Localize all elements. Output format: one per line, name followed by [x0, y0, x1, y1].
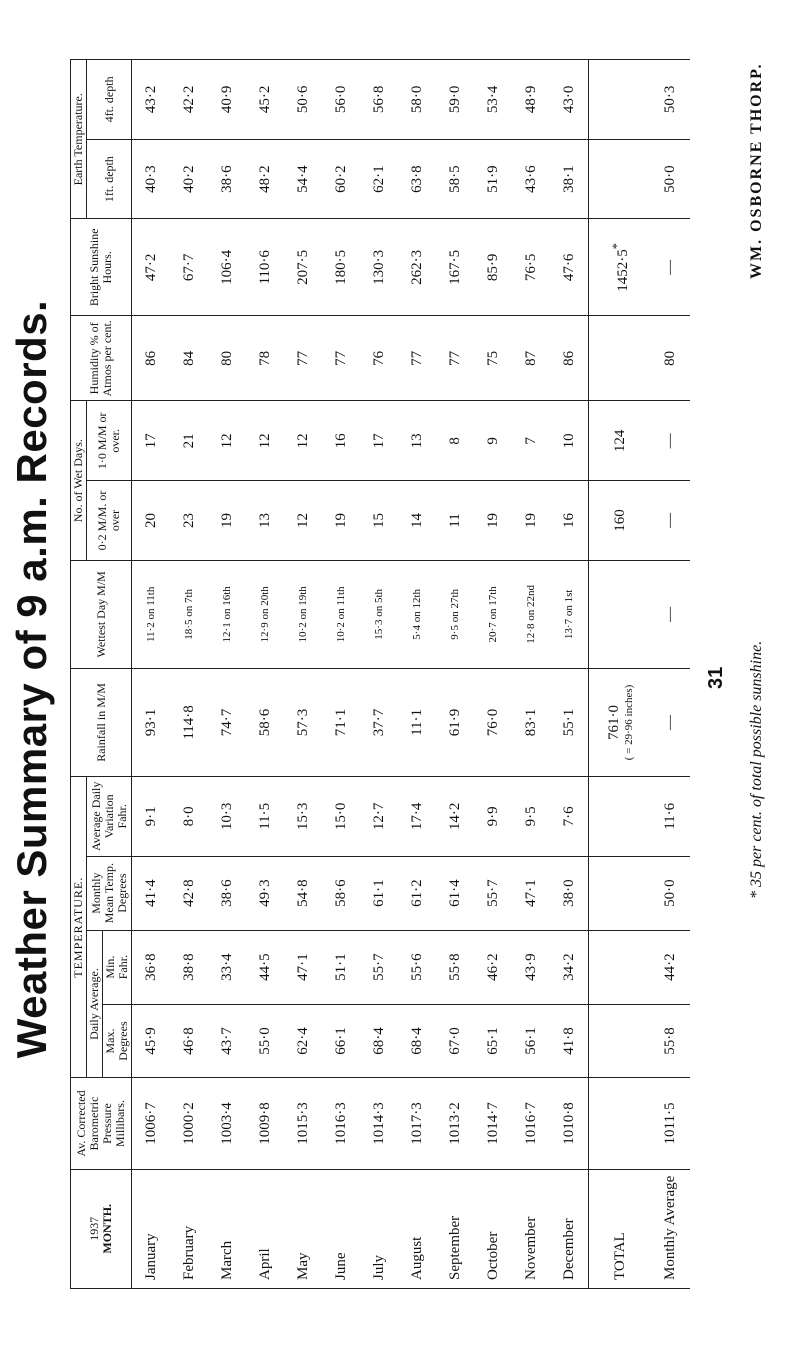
wet10-cell: 13 [398, 401, 436, 481]
wet02-cell: 13 [246, 481, 284, 561]
var-cell: 7·6 [550, 776, 589, 856]
total-mean [589, 856, 652, 930]
sunshine-cell: 67·7 [170, 219, 208, 316]
month-header [71, 1169, 132, 1288]
mean-cell: 54·8 [284, 856, 322, 930]
pressure-cell: 1000·2 [170, 1078, 208, 1169]
e4-cell: 50·6 [284, 60, 322, 140]
rain-cell: 71·1 [322, 668, 360, 776]
wettest-cell: 12·9 on 20th [246, 560, 284, 668]
max-cell: 41·8 [550, 1004, 589, 1078]
pressure-cell: 1013·2 [436, 1078, 474, 1169]
max-cell: 43·7 [208, 1004, 246, 1078]
humidity-cell: 86 [550, 316, 589, 401]
e1-cell: 48·2 [246, 139, 284, 219]
humidity-cell: 77 [436, 316, 474, 401]
humidity-header: Humidity % of Atmos per cent. [71, 316, 132, 401]
wettest-cell: 20·7 on 17th [474, 560, 512, 668]
e1-cell: 63·8 [398, 139, 436, 219]
humidity-cell: 77 [322, 316, 360, 401]
month-cell: August [398, 1169, 436, 1288]
wet02-cell: 19 [474, 481, 512, 561]
page-number: 31 [705, 666, 727, 689]
humidity-cell: 76 [360, 316, 398, 401]
rain-cell: 76·0 [474, 668, 512, 776]
month-cell: March [208, 1169, 246, 1288]
humidity-cell: 77 [398, 316, 436, 401]
wet02-cell: 12 [284, 481, 322, 561]
e4-cell: 45·2 [246, 60, 284, 140]
sunshine-footnote-mark: * [609, 242, 624, 250]
max-cell: 45·9 [132, 1004, 171, 1078]
total-e4 [589, 60, 652, 140]
humidity-cell: 86 [132, 316, 171, 401]
min-cell: 55·6 [398, 930, 436, 1004]
monthly-mean-header [87, 856, 132, 930]
max-label: Max. [103, 1028, 117, 1054]
pressure-cell: 1016·7 [512, 1078, 550, 1169]
temperature-header: TEMPERATURE. [71, 776, 87, 1078]
rain-cell: 11·1 [398, 668, 436, 776]
rain-cell: 37·7 [360, 668, 398, 776]
max-cell: 55·0 [246, 1004, 284, 1078]
table-row [512, 60, 550, 1289]
wettest-cell: 13·7 on 1st [550, 560, 589, 668]
wet10-cell: 8 [436, 401, 474, 481]
average-rain-cell: — [652, 668, 690, 776]
mean-cell: 55·7 [474, 856, 512, 930]
wet02-cell: 15 [360, 481, 398, 561]
rain-cell: 83·1 [512, 668, 550, 776]
pressure-cell: 1016·3 [322, 1078, 360, 1169]
max-cell: 67·0 [436, 1004, 474, 1078]
sunshine-cell: 180·5 [322, 219, 360, 316]
pressure-cell: 1015·3 [284, 1078, 322, 1169]
table-row [474, 60, 512, 1289]
e1-cell: 40·2 [170, 139, 208, 219]
wettest-cell: 10·2 on 19th [284, 560, 322, 668]
sunshine-cell: 85·9 [474, 219, 512, 316]
e4-cell: 53·4 [474, 60, 512, 140]
average-e4-cell: 50·3 [652, 60, 690, 140]
month-cell: November [512, 1169, 550, 1288]
min-cell: 55·8 [436, 930, 474, 1004]
table-row [360, 60, 398, 1289]
wet02-cell: 19 [208, 481, 246, 561]
total-pressure [589, 1078, 652, 1169]
e4-cell: 58·0 [398, 60, 436, 140]
var-unit: Fahr. [114, 804, 129, 829]
month-cell: September [436, 1169, 474, 1288]
mean-cell: 38·6 [208, 856, 246, 930]
var-cell: 10·3 [208, 776, 246, 856]
rain-cell: 55·1 [550, 668, 589, 776]
e4-cell: 59·0 [436, 60, 474, 140]
total-sunshine-value: 1452·5 [614, 249, 631, 292]
month-cell: December [550, 1169, 589, 1288]
e4-cell: 48·9 [512, 60, 550, 140]
wet02-cell: 20 [132, 481, 171, 561]
e4-cell: 56·0 [322, 60, 360, 140]
wet02-cell: 23 [170, 481, 208, 561]
min-label: Min. [103, 955, 117, 979]
table-body [132, 60, 691, 1289]
rain-cell: 74·7 [208, 668, 246, 776]
month-cell: May [284, 1169, 322, 1288]
table-row [436, 60, 474, 1289]
sunshine-cell: 76·5 [512, 219, 550, 316]
year-label: 1937 [87, 1216, 101, 1241]
earth-temp-header: Earth Temperature. [71, 60, 87, 219]
min-cell: 36·8 [132, 930, 171, 1004]
sunshine-cell: 207·5 [284, 219, 322, 316]
mean-unit: Degrees [114, 873, 129, 913]
avg-daily-var-header [87, 776, 132, 856]
humidity-cell: 78 [246, 316, 284, 401]
humidity-cell: 75 [474, 316, 512, 401]
max-cell: 56·1 [512, 1004, 550, 1078]
pressure-cell: 1010·8 [550, 1078, 589, 1169]
wet10-cell: 21 [170, 401, 208, 481]
wet-days-header: No. of Wet Days. [71, 401, 87, 560]
wettest-cell: 9·5 on 27th [436, 560, 474, 668]
sunshine-cell: 262·3 [398, 219, 436, 316]
pressure-header: Av. Corrected Barometric Pressure Millibars. [71, 1078, 132, 1169]
e1-cell: 38·1 [550, 139, 589, 219]
sunshine-cell: 110·6 [246, 219, 284, 316]
max-cell: 68·4 [398, 1004, 436, 1078]
wet02-cell: 14 [398, 481, 436, 561]
min-cell: 34·2 [550, 930, 589, 1004]
month-cell: July [360, 1169, 398, 1288]
footnote: * 35 per cent. of total possible sunshine. [748, 640, 765, 899]
e1-cell: 54·4 [284, 139, 322, 219]
pressure-cell: 1014·3 [360, 1078, 398, 1169]
average-label: Monthly Average [652, 1169, 690, 1288]
wettest-cell: 18·5 on 7th [170, 560, 208, 668]
pressure-cell: 1017·3 [398, 1078, 436, 1169]
month-cell: June [322, 1169, 360, 1288]
wettest-cell: 15·3 on 5th [360, 560, 398, 668]
total-label: TOTAL [589, 1169, 652, 1288]
total-rain-value: 761·0 [606, 704, 623, 740]
sunshine-cell: 130·3 [360, 219, 398, 316]
mean-cell: 49·3 [246, 856, 284, 930]
average-wettest-cell: — [652, 560, 690, 668]
total-row [589, 60, 652, 1289]
weather-table-wrapper [70, 59, 690, 1289]
pressure-cell: 1014·7 [474, 1078, 512, 1169]
wet10-cell: 17 [132, 401, 171, 481]
daily-average-header: Daily Average. [87, 930, 103, 1078]
average-humidity-cell: 80 [652, 316, 690, 401]
var-cell: 14·2 [436, 776, 474, 856]
average-sunshine-cell: — [652, 219, 690, 316]
var-label: Average Daily Variation [88, 781, 116, 852]
table-row [398, 60, 436, 1289]
average-pressure-cell: 1011·5 [652, 1078, 690, 1169]
max-unit: Degrees [116, 1021, 130, 1061]
min-cell: 47·1 [284, 930, 322, 1004]
sunshine-cell: 167·5 [436, 219, 474, 316]
mean-cell: 42·8 [170, 856, 208, 930]
month-cell: October [474, 1169, 512, 1288]
table-row [284, 60, 322, 1289]
rainfall-header: Rainfall in M/M [71, 668, 132, 776]
total-var [589, 776, 652, 856]
wet02-cell: 19 [512, 481, 550, 561]
table-row [550, 60, 589, 1289]
publisher-name: WM. OSBORNE THORP. [748, 62, 765, 279]
wet10-cell: 7 [512, 401, 550, 481]
e1-cell: 40·3 [132, 139, 171, 219]
wet10-cell: 12 [284, 401, 322, 481]
weather-summary-table [70, 59, 690, 1289]
var-cell: 9·9 [474, 776, 512, 856]
monthly-mean-label: Monthly Mean Temp. [88, 862, 116, 924]
min-cell: 51·1 [322, 930, 360, 1004]
pressure-cell: 1003·4 [208, 1078, 246, 1169]
month-cell: January [132, 1169, 171, 1288]
min-unit: Fahr. [116, 954, 130, 980]
var-cell: 9·5 [512, 776, 550, 856]
var-cell: 17·4 [398, 776, 436, 856]
e4-cell: 40·9 [208, 60, 246, 140]
wettest-cell: 12·1 on 16th [208, 560, 246, 668]
wettest-day-header: Wettest Day M/M [71, 560, 132, 668]
rain-cell: 114·8 [170, 668, 208, 776]
e1-cell: 38·6 [208, 139, 246, 219]
rain-cell: 57·3 [284, 668, 322, 776]
wet10-cell: 12 [246, 401, 284, 481]
pressure-cell: 1006·7 [132, 1078, 171, 1169]
pressure-cell: 1009·8 [246, 1078, 284, 1169]
total-max [589, 1004, 652, 1078]
average-e1-cell: 50·0 [652, 139, 690, 219]
rain-cell: 93·1 [132, 668, 171, 776]
month-cell: February [170, 1169, 208, 1288]
e1-cell: 58·5 [436, 139, 474, 219]
total-e1 [589, 139, 652, 219]
humidity-cell: 84 [170, 316, 208, 401]
average-wet10-cell: — [652, 401, 690, 481]
total-wet10: 124 [589, 401, 652, 481]
sunshine-cell: 47·2 [132, 219, 171, 316]
mean-cell: 41·4 [132, 856, 171, 930]
max-cell: 46·8 [170, 1004, 208, 1078]
rain-cell: 58·6 [246, 668, 284, 776]
mean-cell: 38·0 [550, 856, 589, 930]
min-cell: 44·5 [246, 930, 284, 1004]
wet10-cell: 17 [360, 401, 398, 481]
wettest-cell: 11·2 on 11th [132, 560, 171, 668]
wettest-cell: 10·2 on 11th [322, 560, 360, 668]
earth-4ft-header: 4ft. depth [87, 60, 132, 140]
var-cell: 12·7 [360, 776, 398, 856]
mean-cell: 61·2 [398, 856, 436, 930]
humidity-cell: 87 [512, 316, 550, 401]
humidity-cell: 80 [208, 316, 246, 401]
wet10-cell: 12 [208, 401, 246, 481]
min-cell: 33·4 [208, 930, 246, 1004]
rain-cell: 61·9 [436, 668, 474, 776]
max-cell: 66·1 [322, 1004, 360, 1078]
total-wettest [589, 560, 652, 668]
average-var-cell: 11·6 [652, 776, 690, 856]
e1-cell: 51·9 [474, 139, 512, 219]
e1-cell: 60·2 [322, 139, 360, 219]
average-min-cell: 44·2 [652, 930, 690, 1004]
min-cell: 38·8 [170, 930, 208, 1004]
total-wet02: 160 [589, 481, 652, 561]
var-cell: 8·0 [170, 776, 208, 856]
var-cell: 15·3 [284, 776, 322, 856]
e4-cell: 43·2 [132, 60, 171, 140]
min-header [103, 930, 132, 1004]
min-cell: 46·2 [474, 930, 512, 1004]
wettest-cell: 12·8 on 22nd [512, 560, 550, 668]
total-rain [589, 668, 652, 776]
wet02-cell: 19 [322, 481, 360, 561]
total-sunshine [589, 219, 652, 316]
max-cell: 65·1 [474, 1004, 512, 1078]
wet10-cell: 10 [550, 401, 589, 481]
table-row [246, 60, 284, 1289]
total-humidity [589, 316, 652, 401]
min-cell: 43·9 [512, 930, 550, 1004]
var-cell: 15·0 [322, 776, 360, 856]
mean-cell: 58·6 [322, 856, 360, 930]
table-row [132, 60, 171, 1289]
e4-cell: 56·8 [360, 60, 398, 140]
humidity-cell: 77 [284, 316, 322, 401]
sunshine-header: Bright Sunshine Hours. [71, 219, 132, 316]
max-header [103, 1004, 132, 1078]
wet-002-header: 0·2 M/M. or over [87, 481, 132, 561]
var-cell: 9·1 [132, 776, 171, 856]
table-row [322, 60, 360, 1289]
page-title: Weather Summary of 9 a.m. Records. [8, 299, 55, 1059]
average-max-cell: 55·8 [652, 1004, 690, 1078]
average-wet02-cell: — [652, 481, 690, 561]
wet02-cell: 11 [436, 481, 474, 561]
sunshine-cell: 106·4 [208, 219, 246, 316]
average-mean-cell: 50·0 [652, 856, 690, 930]
table-row [170, 60, 208, 1289]
max-cell: 62·4 [284, 1004, 322, 1078]
month-label: MONTH. [100, 1203, 114, 1254]
wet10-cell: 16 [322, 401, 360, 481]
wettest-cell: 5·4 on 12th [398, 560, 436, 668]
month-cell: April [246, 1169, 284, 1288]
e4-cell: 43·0 [550, 60, 589, 140]
e1-cell: 43·6 [512, 139, 550, 219]
mean-cell: 61·4 [436, 856, 474, 930]
table-row [208, 60, 246, 1289]
e4-cell: 42·2 [170, 60, 208, 140]
var-cell: 11·5 [246, 776, 284, 856]
earth-1ft-header: 1ft. depth [87, 139, 132, 219]
average-row [652, 60, 690, 1289]
max-cell: 68·4 [360, 1004, 398, 1078]
wet-10-header: 1·0 M/M or over. [87, 401, 132, 481]
total-min [589, 930, 652, 1004]
mean-cell: 47·1 [512, 856, 550, 930]
sunshine-cell: 47·6 [550, 219, 589, 316]
wet02-cell: 16 [550, 481, 589, 561]
mean-cell: 61·1 [360, 856, 398, 930]
e1-cell: 62·1 [360, 139, 398, 219]
min-cell: 55·7 [360, 930, 398, 1004]
wet10-cell: 9 [474, 401, 512, 481]
total-rain-inches: ( = 29·96 inches) [623, 684, 636, 761]
